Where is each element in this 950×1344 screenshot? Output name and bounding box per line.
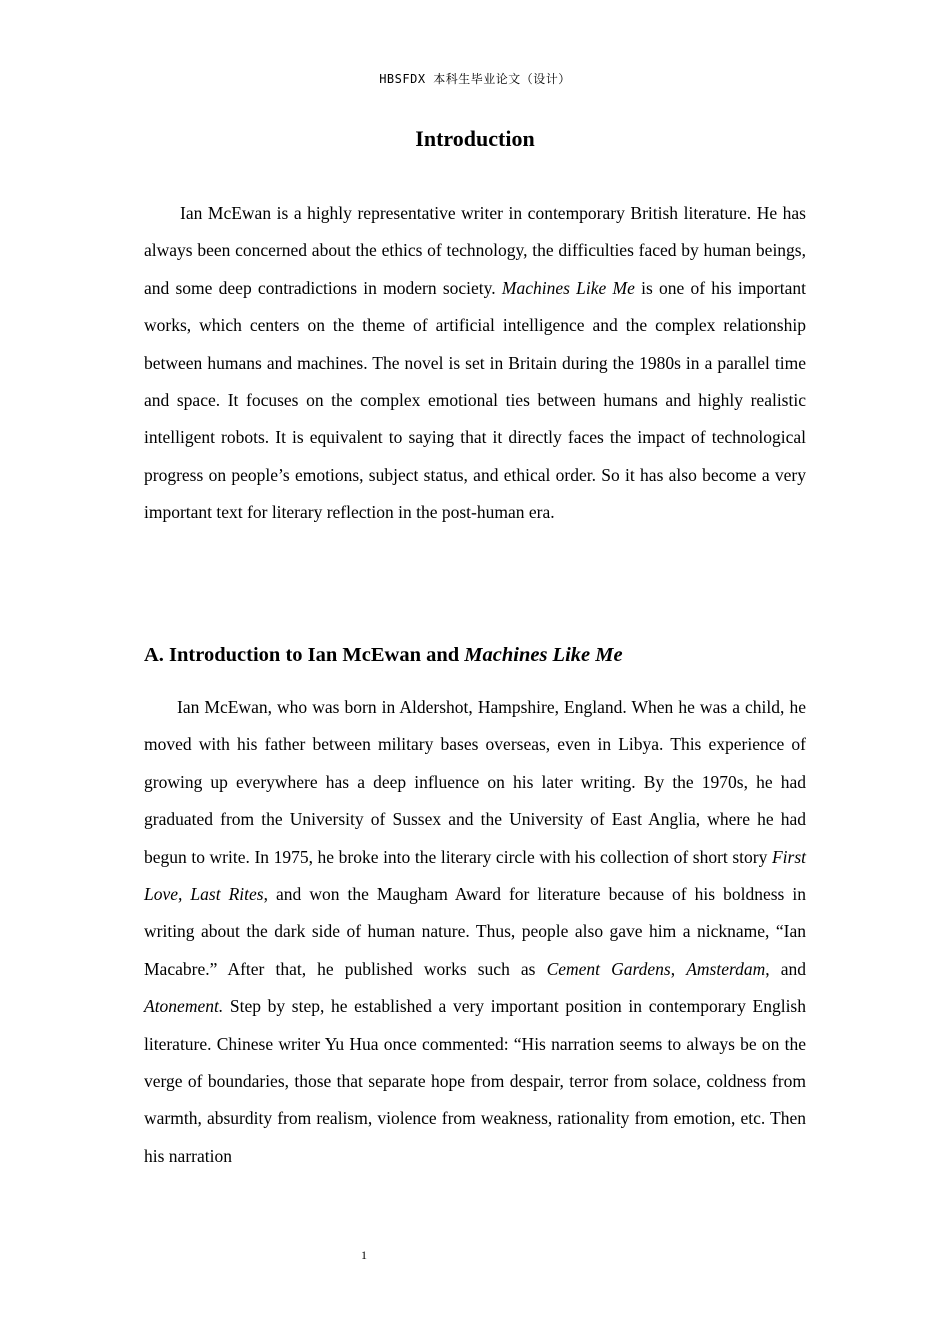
intro-book-title: Machines Like Me xyxy=(501,277,635,298)
section-heading-book-title: Machines Like Me xyxy=(464,644,623,666)
section-a-body xyxy=(144,689,806,1175)
intro-text-1: Ian McEwan is a highly representative writer in contemporary British literature. He has always been concerned about the ethics of technology, the difficulties faced by human beings, and some deep contradictions in modern society. xyxy=(144,203,806,298)
sec-a-text-1: Ian McEwan, who was born in Aldershot, Hampshire, England. When he was a child, he moved with his father between military bases overseas, even in Libya. This experience of growing up everywhere has a deep influence on his later writing. By the 1970s, he had graduated from the University of Sussex and the University of East Anglia, where he had begun to write. In 1975, he broke into the literary circle with his collection of short story xyxy=(144,697,806,867)
intro-section xyxy=(144,195,806,532)
sec-a-work-3: Amsterdam xyxy=(686,958,766,979)
sec-a-work-4: Atonement. xyxy=(144,996,224,1017)
sec-a-text-2: , and won the Maugham Award for literature because of his boldness in writing about the dark side of human nature. Thus, people also gave him a nickname, “Ian Macabre.” After that, he published works such as xyxy=(144,884,806,979)
page-title: Introduction xyxy=(415,126,535,151)
intro-paragraph xyxy=(144,195,806,532)
page-number: 1 xyxy=(361,1248,367,1262)
section-heading-a xyxy=(144,644,806,667)
intro-text-2: is one of his important works, which centers on the theme of artificial intelligence and the complex relationship between humans and machines. The novel is set in Britain during the 1980s in a parallel time and space. It focuses on the complex emotional ties between humans and highly realistic intelligent robots. It is equivalent to saying that it directly faces the impact of technological progress on people’s emotions, subject status, and ethical order. So it has also become a very important text for literary reflection in the post-human era. xyxy=(144,277,806,523)
section-a-paragraph xyxy=(144,689,806,1175)
sec-a-text-3: , xyxy=(670,958,687,979)
sec-a-text-5: Step by step, he established a very important position in contemporary English literature. Chinese writer Yu Hua once commented: “His narration seems to always be on the verge of boundaries, those that separate hope from despair, terror from solace, coldness from warmth, absurdity from realism, violence from weakness, rationality from emotion, etc. Then his narration xyxy=(144,996,806,1166)
sec-a-work-1: First Love, Last Rites xyxy=(144,846,806,905)
sec-a-work-2: Cement Gardens xyxy=(546,958,671,979)
running-header: HBSFDX 本科生毕业论文（设计） xyxy=(379,72,571,86)
section-heading-prefix: A. Introduction to Ian McEwan and xyxy=(144,644,465,666)
sec-a-text-4: , and xyxy=(765,958,806,979)
